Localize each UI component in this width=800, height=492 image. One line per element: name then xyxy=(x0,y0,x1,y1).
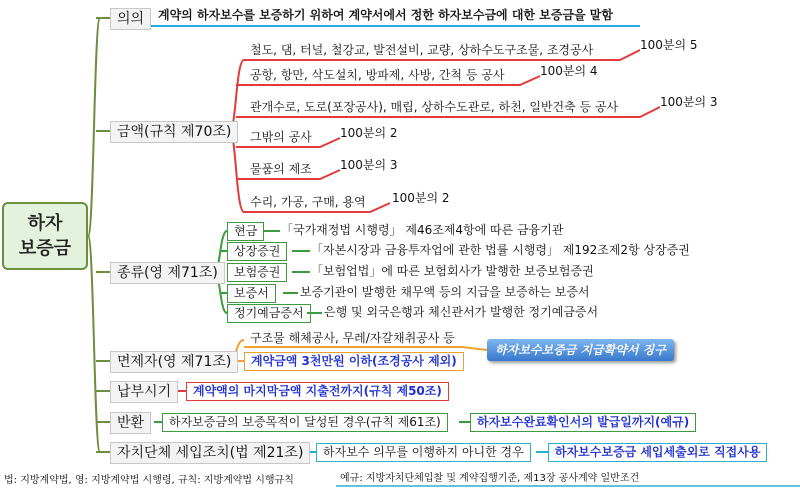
type-desc-time-deposit: 은행 및 외국은행과 체신관서가 발행한 정기예금증서 xyxy=(324,305,599,319)
type-desc-guarantee: 보증기관이 발행한 채무액 등의 지급을 보증하는 보증서 xyxy=(300,285,590,299)
root-node xyxy=(2,202,88,270)
root-title-line2: 보증금 xyxy=(18,238,72,259)
exemption-label: 면제자(영 제71조) xyxy=(110,351,238,373)
definition-label: 의의 xyxy=(110,8,151,30)
root-title-line1: 하자 xyxy=(27,213,63,234)
refund-label: 반환 xyxy=(110,412,151,434)
exemption-callout: 하자보수보증금 지급확약서 징구 xyxy=(487,339,674,361)
type-desc-cash: 「국가재정법 시행령」 제46조제4항에 따른 금융기관 xyxy=(281,223,564,237)
type-desc-listed-securities: 「자본시장과 금융투자업에 관한 법률 시행령」 제192조제2항 상장증권 xyxy=(311,243,690,257)
type-name-guarantee: 보증서 xyxy=(227,284,276,303)
amount-rate-6: 100분의 2 xyxy=(392,191,450,205)
amount-rate-5: 100분의 3 xyxy=(340,158,398,172)
types-label: 종류(영 제71조) xyxy=(110,262,225,284)
amount-rate-4: 100분의 2 xyxy=(340,126,398,140)
type-name-time-deposit: 정기예금증서 xyxy=(227,304,311,323)
exemption-item-2: 계약금액 3천만원 이하(조경공사 제외) xyxy=(244,352,464,371)
exemption-item-1: 구조물 해체공사, 무레/자갈채취공사 등 xyxy=(250,331,455,345)
type-name-insurance-policy: 보험증권 xyxy=(227,263,287,282)
definition-text: 계약의 하자보수를 보증하기 위하여 계약서에서 정한 하자보수금에 대한 보증금을 말함 xyxy=(158,8,613,22)
type-name-listed-securities: 상장증권 xyxy=(227,242,287,261)
footer-legend: 법: 지방계약법, 영: 지방계약법 시행령, 규칙: 지방계약법 시행규칙 xyxy=(4,475,294,486)
footer-note: 예규: 지방자치단체입찰 및 계약집행기준, 제13장 공사계약 일반조건 xyxy=(340,473,640,484)
main-spine xyxy=(88,18,100,236)
amount-item-6: 수리, 가공, 구매, 용역 xyxy=(250,195,366,209)
payment-text: 계약액의 마지막금액 지출전까지(규칙 제50조) xyxy=(186,382,449,401)
amount-rate-1: 100분의 5 xyxy=(640,38,698,52)
amount-item-5: 물품의 제조 xyxy=(250,162,312,176)
action-label: 자치단체 세입조치(법 제21조) xyxy=(110,442,310,464)
refund-result: 하자보수완료확인서의 발급일까지(예규) xyxy=(470,413,696,432)
type-desc-insurance-policy: 「보험업법」에 따른 보험회사가 발행한 보증보험증권 xyxy=(311,264,594,278)
type-name-cash: 현금 xyxy=(227,222,264,241)
amount-label: 금액(규칙 제70조) xyxy=(110,121,238,143)
amount-rate-3: 100분의 3 xyxy=(660,95,718,109)
action-result: 하자보수보증금 세입세출외로 직접사용 xyxy=(548,443,767,462)
action-text: 하자보수 의무를 이행하지 아니한 경우 xyxy=(316,443,531,462)
amount-item-2: 공항, 항만, 삭도설치, 방파제, 사방, 간척 등 공사 xyxy=(250,68,505,82)
refund-text: 하자보증금의 보증목적이 달성된 경우(규칙 제61조) xyxy=(162,413,448,432)
amount-rate-2: 100분의 4 xyxy=(540,64,598,78)
amount-item-4: 그밖의 공사 xyxy=(250,130,312,144)
amount-item-3: 관개수로, 도로(포장공사), 매립, 상하수도관로, 하천, 일반건축 등 공사 xyxy=(250,100,619,114)
payment-label: 납부시기 xyxy=(110,381,178,403)
amount-item-1: 철도, 댐, 터널, 철강교, 발전설비, 교량, 상하수도구조물, 조경공사 xyxy=(250,43,594,57)
